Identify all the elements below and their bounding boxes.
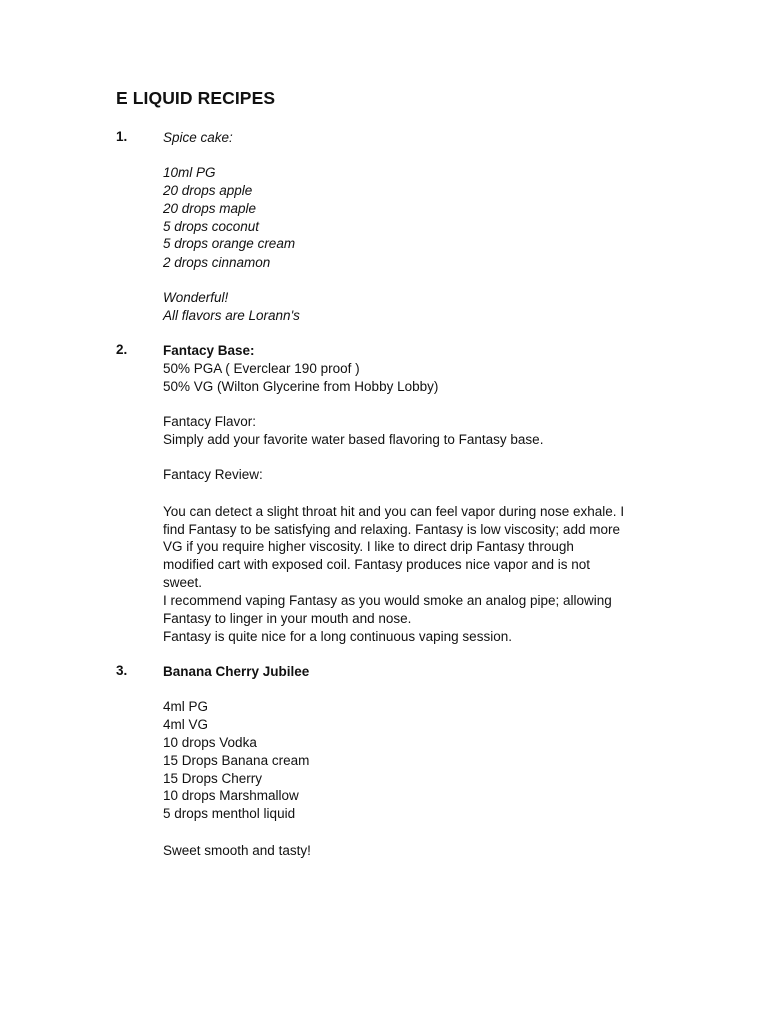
- recipe-1-ingredient: 20 drops apple: [163, 183, 253, 198]
- recipe-1-name: Spice cake:: [163, 130, 233, 145]
- recipe-3-name: Banana Cherry Jubilee: [163, 664, 310, 679]
- recipe-2-review-line: You can detect a slight throat hit and you can feel vapor during nose exhale. I: [163, 504, 625, 519]
- recipe-2-number: 2.: [116, 342, 128, 357]
- recipe-1-ingredient: 2 drops cinnamon: [163, 255, 271, 270]
- recipe-3-ingredient: 10 drops Marshmallow: [163, 788, 299, 803]
- recipe-2-review-line: sweet.: [163, 575, 203, 590]
- recipe-1-ingredient: 5 drops orange cream: [163, 236, 296, 251]
- recipe-1-number: 1.: [116, 129, 128, 144]
- recipe-2-base-line: 50% PGA ( Everclear 190 proof ): [163, 361, 360, 376]
- recipe-2-review-line: VG if you require higher viscosity. I like to direct drip Fantasy through: [163, 539, 574, 554]
- recipe-2-review-line: modified cart with exposed coil. Fantasy produces nice vapor and is not: [163, 557, 590, 572]
- recipe-2-review-line: Fantasy is quite nice for a long continuous vaping session.: [163, 629, 512, 644]
- document-title: E LIQUID RECIPES: [116, 88, 276, 108]
- recipe-2-review-heading: Fantacy Review:: [163, 467, 263, 482]
- recipe-1-note: All flavors are Lorann's: [163, 308, 300, 323]
- recipe-3-ingredient: 15 Drops Banana cream: [163, 753, 310, 768]
- recipe-1-ingredient: 20 drops maple: [163, 201, 257, 216]
- recipe-3-ingredient: 4ml VG: [163, 717, 209, 732]
- recipe-3-number: 3.: [116, 663, 128, 678]
- recipe-2-review-line: find Fantasy to be satisfying and relaxing. Fantasy is low viscosity; add more: [163, 522, 620, 537]
- recipe-3-note: Sweet smooth and tasty!: [163, 843, 311, 858]
- recipe-2-flavor-heading: Fantacy Flavor:: [163, 414, 257, 429]
- recipe-3-ingredient: 15 Drops Cherry: [163, 771, 263, 786]
- recipe-2-review-line: Fantasy to linger in your mouth and nose.: [163, 611, 412, 626]
- recipe-2-base-heading: Fantacy Base:: [163, 343, 255, 358]
- recipe-3-ingredient: 5 drops menthol liquid: [163, 806, 296, 821]
- recipe-1-ingredient: 5 drops coconut: [163, 219, 260, 234]
- recipe-1-note: Wonderful!: [163, 290, 229, 305]
- recipe-2-review-line: I recommend vaping Fantasy as you would smoke an analog pipe; allowing: [163, 593, 612, 608]
- recipe-2-base-line: 50% VG (Wilton Glycerine from Hobby Lobby): [163, 379, 439, 394]
- recipe-1-ingredient: 10ml PG: [163, 165, 216, 180]
- recipe-3-ingredient: 4ml PG: [163, 699, 209, 714]
- recipe-3-ingredient: 10 drops Vodka: [163, 735, 257, 750]
- recipe-2-flavor-line: Simply add your favorite water based flavoring to Fantasy base.: [163, 432, 544, 447]
